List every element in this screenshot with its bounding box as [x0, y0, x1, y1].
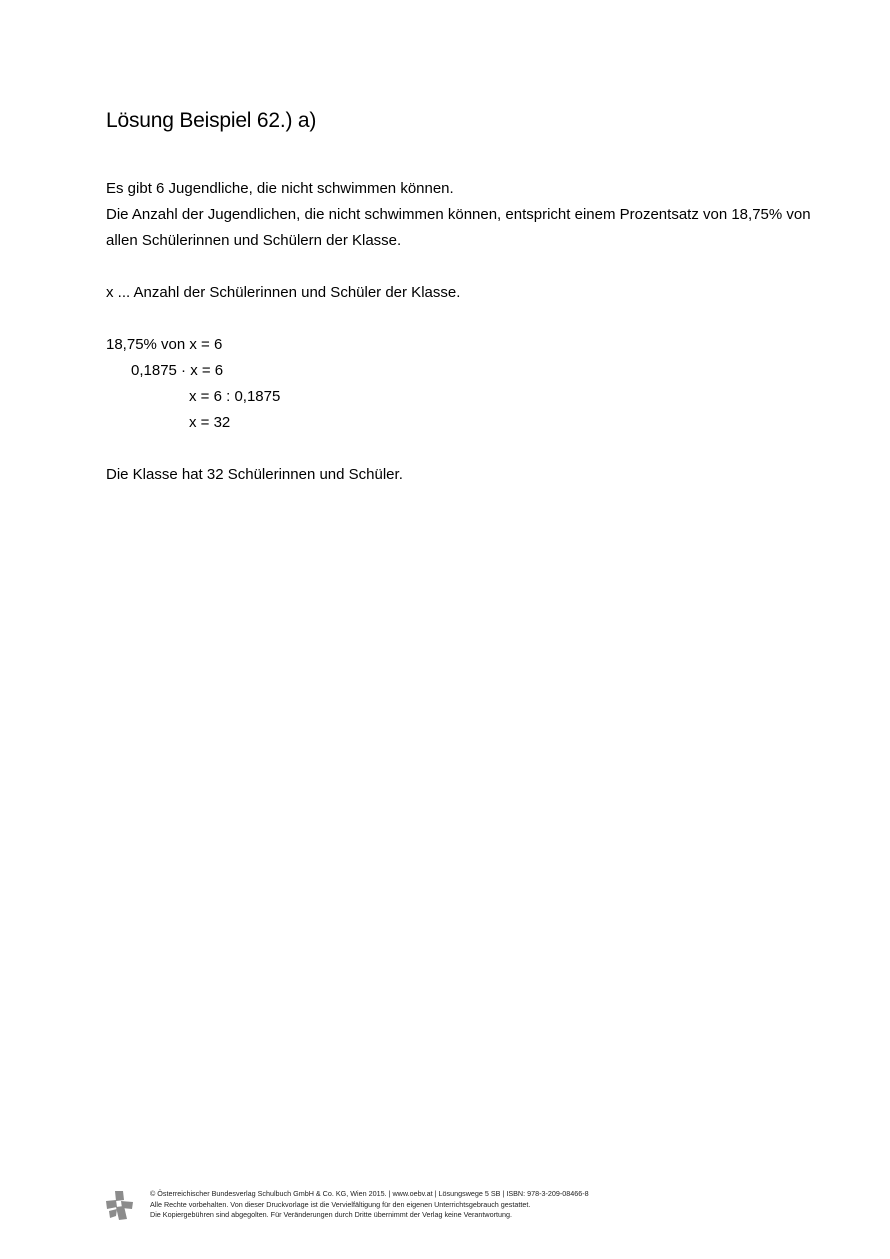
paragraph-line: allen Schülerinnen und Schülern der Klasse.: [106, 232, 402, 249]
footer-line: Die Kopiergebühren sind abgegolten. Für Veränderungen durch Dritte übernimmt der Verlag keine Verantwortung.: [150, 1210, 512, 1219]
equation-line: x = 6 : 0,1875: [189, 388, 281, 405]
equation-line: 0,1875 · x = 6: [131, 362, 224, 379]
footer-copyright: [150, 1189, 589, 1221]
equation-line: 18,75% von x = 6: [106, 336, 223, 353]
variable-definition: x ... Anzahl der Schülerinnen und Schüler der Klasse.: [106, 284, 461, 301]
oebv-logo-icon: [104, 1189, 136, 1221]
conclusion: Die Klasse hat 32 Schülerinnen und Schüler.: [106, 466, 403, 483]
equation-line: x = 32: [189, 414, 231, 431]
footer-line: Alle Rechte vorbehalten. Von dieser Druckvorlage ist die Vervielfältigung für den eigenen Unterrichtsgebrauch gestattet.: [150, 1199, 531, 1209]
paragraph-line: Die Anzahl der Jugendlichen, die nicht schwimmen können, entspricht einem Prozentsatz von 18,75% von: [106, 206, 811, 223]
footer-line: © Österreichischer Bundesverlag Schulbuch GmbH & Co. KG, Wien 2015. | www.oebv.at | Lösungswege 5 SB | ISBN: 978-3-209-08466-8: [150, 1189, 589, 1198]
paragraph-line: Es gibt 6 Jugendliche, die nicht schwimmen können.: [106, 180, 454, 197]
page-title: Lösung Beispiel 62.) a): [106, 109, 317, 132]
